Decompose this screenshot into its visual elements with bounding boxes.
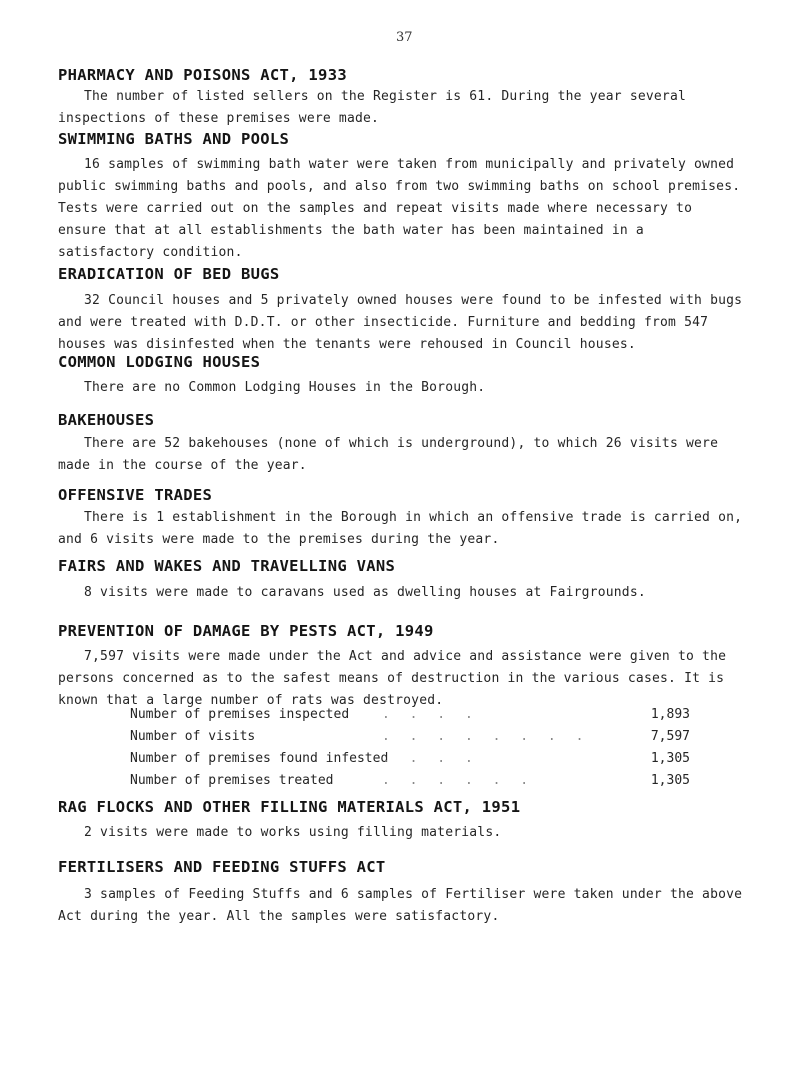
stat-value: 7,597 — [650, 729, 690, 744]
section-heading-pharmacy: PHARMACY AND POISONS ACT, 1933 — [58, 66, 347, 84]
stat-value: 1,893 — [650, 707, 690, 722]
stat-label: Number of premises inspected — [130, 707, 350, 722]
section-heading-rag-flocks: RAG FLOCKS AND OTHER FILLING MATERIALS ACT, 1951 — [58, 798, 521, 816]
page-number: 37 — [396, 30, 413, 45]
section-heading-fertilisers: FERTILISERS AND FEEDING STUFFS ACT — [58, 858, 386, 876]
stat-leader-dots: . . . . . . . . — [382, 729, 590, 744]
table-row — [130, 748, 690, 770]
section-body-fertilisers: 3 samples of Feeding Stuffs and 6 samples of Fertiliser were taken under the above Act during the year. All the samples were satisfactory. — [58, 887, 743, 924]
stat-label: Number of premises found infested — [130, 751, 389, 766]
stat-value: 1,305 — [650, 751, 690, 766]
section-heading-common-lodging: COMMON LODGING HOUSES — [58, 353, 261, 371]
section-body-common-lodging: There are no Common Lodging Houses in the Borough. — [84, 380, 486, 395]
table-row — [130, 704, 690, 726]
stat-leader-dots: . . . . — [382, 751, 479, 766]
section-heading-swimming-baths: SWIMMING BATHS AND POOLS — [58, 130, 290, 148]
table-row — [130, 770, 690, 792]
stat-label: Number of visits — [130, 729, 256, 744]
stat-leader-dots: . . . . . . — [382, 773, 535, 788]
section-heading-offensive-trades: OFFENSIVE TRADES — [58, 486, 213, 504]
stat-label: Number of premises treated — [130, 773, 334, 788]
section-heading-pests-act: PREVENTION OF DAMAGE BY PESTS ACT, 1949 — [58, 622, 434, 640]
section-heading-bed-bugs: ERADICATION OF BED BUGS — [58, 265, 280, 283]
section-body-bed-bugs: 32 Council houses and 5 privately owned houses were found to be infested with bugs and were treated with D.D.T. or other insecticide. Furniture and bedding from 547 houses was disinfested when the tenants were rehoused in Council houses. — [58, 293, 743, 352]
stat-leader-dots: . . . . — [382, 707, 479, 722]
pest-statistics-table — [130, 704, 690, 792]
section-body-fairs-wakes: 8 visits were made to caravans used as dwelling houses at Fairgrounds. — [84, 585, 646, 600]
section-heading-bakehouses: BAKEHOUSES — [58, 411, 155, 429]
table-row — [130, 726, 690, 748]
section-body-bakehouses: There are 52 bakehouses (none of which is underground), to which 26 visits were made in the course of the year. — [58, 436, 719, 473]
section-body-pharmacy: The number of listed sellers on the Register is 61. During the year several inspections of these premises were made. — [58, 89, 686, 126]
section-body-rag-flocks: 2 visits were made to works using filling materials. — [84, 825, 502, 840]
section-body-offensive-trades: There is 1 establishment in the Borough in which an offensive trade is carried on, and 6 visits were made to the premises during the year. — [58, 510, 743, 547]
section-body-swimming-baths: 16 samples of swimming bath water were taken from municipally and privately owned public swimming baths and pools, and also from two swimming baths on school premises. Tests were carried out on the samples and repeat visits made where necessary to ensure that at all establishments the bath water has been maintained in a satisfactory condition. — [58, 157, 741, 260]
section-body-pests-act: 7,597 visits were made under the Act and advice and assistance were given to the persons concerned as to the safest means of destruction in the various cases. It is known that a large number of rats was destroyed. — [58, 649, 727, 708]
stat-value: 1,305 — [650, 773, 690, 788]
section-heading-fairs-wakes: FAIRS AND WAKES AND TRAVELLING VANS — [58, 557, 396, 575]
